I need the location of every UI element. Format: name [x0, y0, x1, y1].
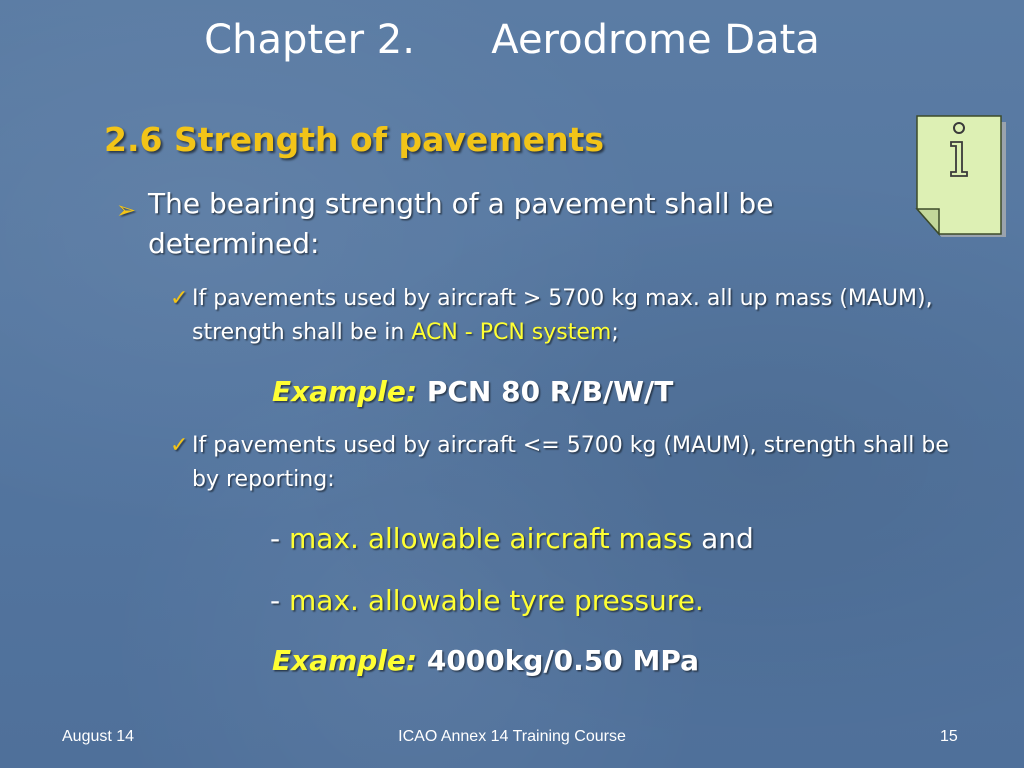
example-label: Example: [272, 375, 418, 408]
dash-tail: and [692, 522, 754, 555]
section-heading: 2.6 Strength of pavements [104, 120, 604, 159]
bullet-bearing-strength [116, 184, 816, 264]
sub-bullet-text-a: If pavements used by aircraft > 5700 kg max. all up mass (MAUM), strength shall be in [192, 286, 933, 345]
dash-marker: - [270, 584, 290, 617]
sub-bullet-text-b: ; [611, 320, 619, 345]
sub-bullet-text: If pavements used by aircraft <= 5700 kg (MAUM), strength shall be by reporting: [192, 433, 949, 492]
checkmark-bullet-icon: ✓ [170, 286, 189, 311]
example-label: Example: [272, 644, 418, 677]
title-chapter: Chapter 2. [204, 17, 415, 63]
dash-highlight: max. allowable aircraft mass [289, 522, 693, 555]
footer-course: ICAO Annex 14 Training Course [398, 728, 626, 745]
dash-highlight: max. allowable tyre pressure. [289, 584, 704, 617]
slide-title [0, 14, 1024, 66]
dash-marker: - [270, 522, 290, 555]
footer-date: August 14 [62, 728, 135, 745]
example-pcn [272, 373, 673, 411]
acn-pcn-highlight: ACN - PCN system [411, 320, 612, 345]
checkmark-bullet-icon: ✓ [170, 433, 189, 458]
arrow-bullet-icon: ➢ [116, 196, 137, 224]
footer-page-number: 15 [940, 728, 958, 745]
title-topic: Aerodrome Data [491, 17, 820, 63]
information-note-icon [914, 115, 1006, 237]
sub-bullet-over-5700 [170, 282, 970, 350]
bullet-text: The bearing strength of a pavement shall be determined: [148, 187, 774, 260]
dash-item-tyre-pressure [270, 582, 704, 620]
example-value: PCN 80 R/B/W/T [426, 375, 674, 408]
dash-item-aircraft-mass [270, 520, 754, 558]
example-mass-pressure [272, 642, 699, 680]
example-value: 4000kg/0.50 MPa [426, 644, 700, 677]
sub-bullet-under-5700 [170, 429, 970, 497]
sub-bullet-text [170, 282, 970, 350]
